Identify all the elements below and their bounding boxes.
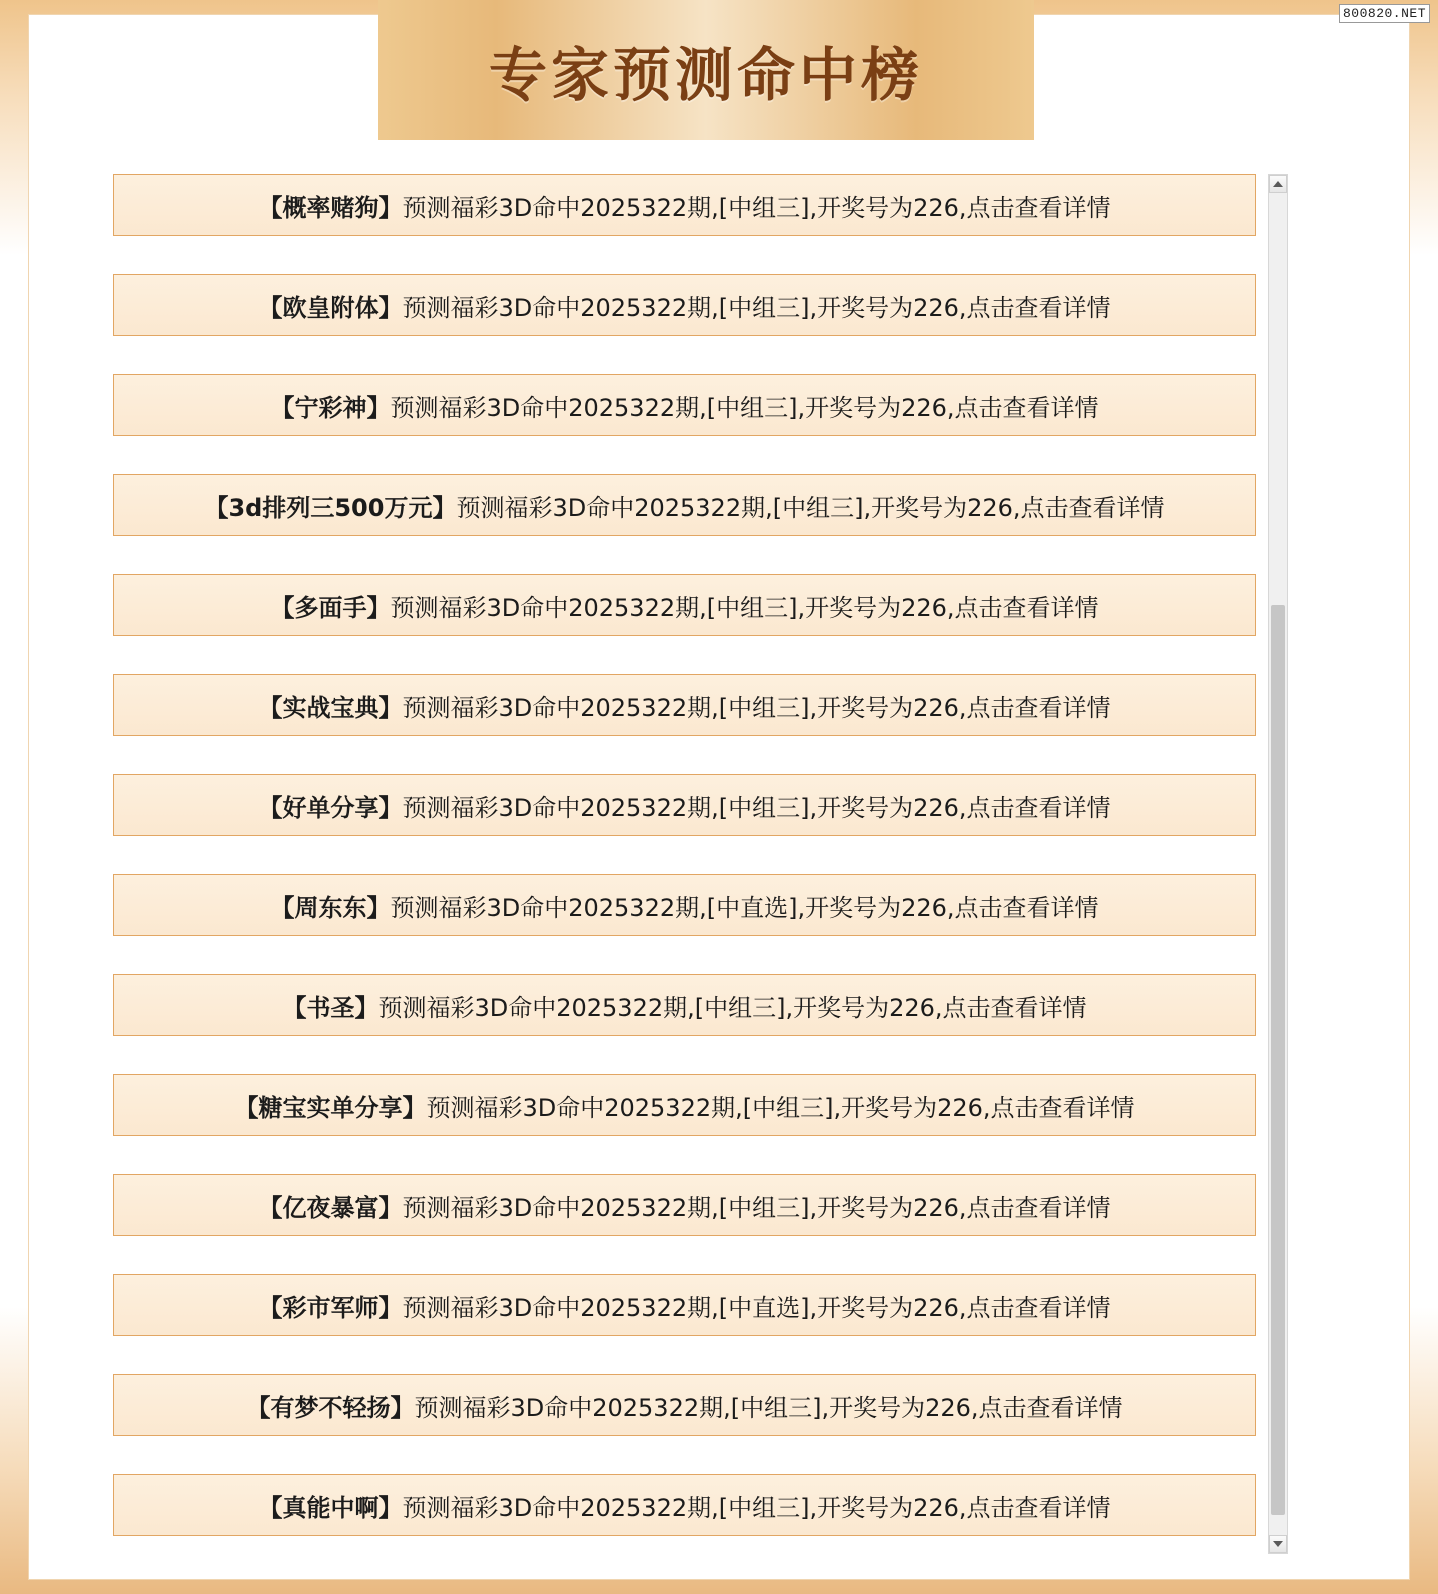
list-item-text xyxy=(282,988,1086,1023)
list-item-detail: 预测福彩3D命中2025322期,[中直选],开奖号为226,点击查看详情 xyxy=(402,1293,1111,1322)
list-item-text xyxy=(258,788,1110,823)
list-item-expert-name: 【好单分享】 xyxy=(258,793,403,822)
list-item-expert-name: 【周东东】 xyxy=(270,893,391,922)
list-item-text xyxy=(258,1488,1110,1523)
list-item-expert-name: 【实战宝典】 xyxy=(258,693,403,722)
list-item-text xyxy=(258,1188,1110,1223)
list-item-text xyxy=(258,1288,1110,1323)
list-item-text xyxy=(204,488,1164,523)
list-item-text xyxy=(270,588,1098,623)
scrollbar-thumb[interactable] xyxy=(1271,605,1285,1515)
list-item[interactable] xyxy=(113,474,1256,536)
list-item-detail: 预测福彩3D命中2025322期,[中组三],开奖号为226,点击查看详情 xyxy=(402,793,1111,822)
list-item[interactable] xyxy=(113,674,1256,736)
list-item[interactable] xyxy=(113,374,1256,436)
chevron-down-icon xyxy=(1273,1541,1283,1547)
list-item-expert-name: 【彩市军师】 xyxy=(258,1293,403,1322)
list-item-detail: 预测福彩3D命中2025322期,[中组三],开奖号为226,点击查看详情 xyxy=(402,193,1111,222)
list-item[interactable] xyxy=(113,574,1256,636)
list-item-expert-name: 【书圣】 xyxy=(282,993,379,1022)
list-item-text xyxy=(270,888,1098,923)
list-item-text xyxy=(258,688,1110,723)
list-item-expert-name: 【宁彩神】 xyxy=(270,393,391,422)
list-item[interactable] xyxy=(113,1174,1256,1236)
list-item-detail: 预测福彩3D命中2025322期,[中组三],开奖号为226,点击查看详情 xyxy=(402,293,1111,322)
list-item-expert-name: 【欧皇附体】 xyxy=(258,293,403,322)
list-item[interactable] xyxy=(113,1374,1256,1436)
list-item[interactable] xyxy=(113,874,1256,936)
list-item-expert-name: 【亿夜暴富】 xyxy=(258,1193,403,1222)
list-item-expert-name: 【糖宝实单分享】 xyxy=(234,1093,427,1122)
list-item[interactable] xyxy=(113,774,1256,836)
list-item-text xyxy=(258,288,1110,323)
list-item-detail: 预测福彩3D命中2025322期,[中直选],开奖号为226,点击查看详情 xyxy=(390,893,1099,922)
list-item-detail: 预测福彩3D命中2025322期,[中组三],开奖号为226,点击查看详情 xyxy=(390,593,1099,622)
list-item[interactable] xyxy=(113,1474,1256,1536)
list-item-detail: 预测福彩3D命中2025322期,[中组三],开奖号为226,点击查看详情 xyxy=(390,393,1099,422)
list-item[interactable] xyxy=(113,1274,1256,1336)
prediction-list-scroller xyxy=(113,174,1268,1554)
list-item-detail: 预测福彩3D命中2025322期,[中组三],开奖号为226,点击查看详情 xyxy=(402,1193,1111,1222)
page-title-banner xyxy=(378,0,1034,140)
scrollbar-down-button[interactable] xyxy=(1269,1535,1287,1553)
list-item-detail: 预测福彩3D命中2025322期,[中组三],开奖号为226,点击查看详情 xyxy=(426,1093,1135,1122)
list-item-text xyxy=(270,388,1098,423)
list-item-detail: 预测福彩3D命中2025322期,[中组三],开奖号为226,点击查看详情 xyxy=(378,993,1087,1022)
list-item-expert-name: 【有梦不轻扬】 xyxy=(246,1393,415,1422)
list-item-detail: 预测福彩3D命中2025322期,[中组三],开奖号为226,点击查看详情 xyxy=(402,693,1111,722)
list-item[interactable] xyxy=(113,174,1256,236)
prediction-list xyxy=(113,174,1285,1554)
list-item-text xyxy=(234,1088,1134,1123)
page-title: 专家预测命中榜 xyxy=(488,41,923,109)
list-item-detail: 预测福彩3D命中2025322期,[中组三],开奖号为226,点击查看详情 xyxy=(402,1493,1111,1522)
list-item[interactable] xyxy=(113,974,1256,1036)
list-item[interactable] xyxy=(113,274,1256,336)
list-item-text xyxy=(246,1388,1122,1423)
list-item[interactable] xyxy=(113,1074,1256,1136)
site-watermark: 800820.NET xyxy=(1339,4,1430,23)
list-item-expert-name: 【概率赌狗】 xyxy=(258,193,403,222)
list-scrollbar[interactable] xyxy=(1268,174,1288,1554)
scrollbar-up-button[interactable] xyxy=(1269,175,1287,193)
list-item-expert-name: 【多面手】 xyxy=(270,593,391,622)
list-item-expert-name: 【真能中啊】 xyxy=(258,1493,403,1522)
list-item-text xyxy=(258,188,1110,223)
chevron-up-icon xyxy=(1273,181,1283,187)
list-item-expert-name: 【3d排列三500万元】 xyxy=(204,493,457,522)
list-item-detail: 预测福彩3D命中2025322期,[中组三],开奖号为226,点击查看详情 xyxy=(414,1393,1123,1422)
list-item-detail: 预测福彩3D命中2025322期,[中组三],开奖号为226,点击查看详情 xyxy=(456,493,1165,522)
